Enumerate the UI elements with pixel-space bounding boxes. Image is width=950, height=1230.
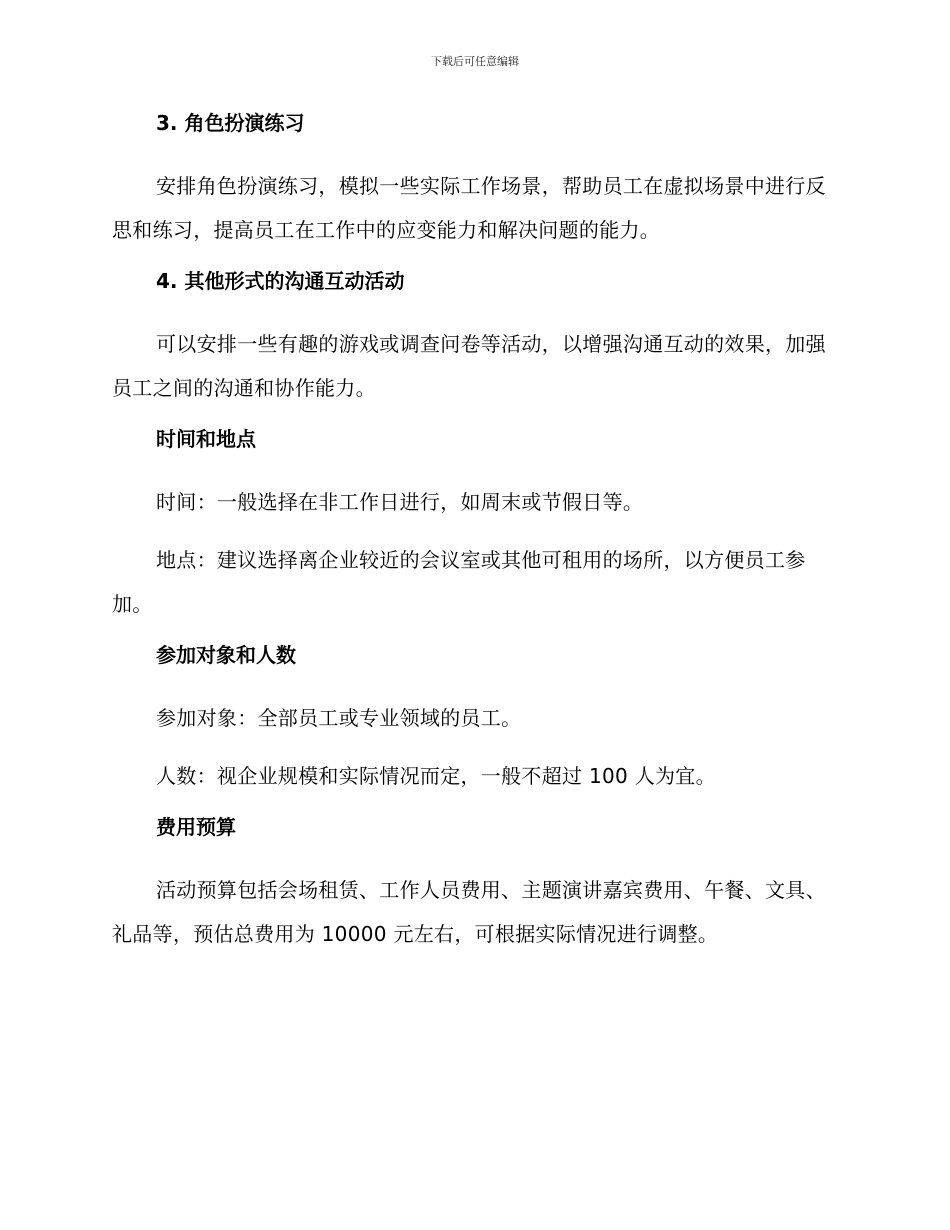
paragraph-time: 时间：一般选择在非工作日进行，如周末或节假日等。 <box>156 490 644 514</box>
section-heading-budget: 费用预算 <box>156 815 236 839</box>
header-note: 下载后可任意编辑 <box>431 55 519 68</box>
paragraph-participants: 参加对象：全部员工或专业领域的员工。 <box>156 706 522 730</box>
section-heading-other-activities: 4. 其他形式的沟通互动活动 <box>156 269 405 293</box>
paragraph-headcount: 人数：视企业规模和实际情况而定，一般不超过 100 人为宜。 <box>156 764 716 788</box>
paragraph-place: 地点：建议选择离企业较近的会议室或其他可租用的场所，以方便员工参加。 <box>112 548 806 616</box>
section-heading-role-play: 3. 角色扮演练习 <box>156 111 305 135</box>
paragraph-budget: 活动预算包括会场租赁、工作人员费用、主题演讲嘉宾费用、午餐、文具、礼品等，预估总费用为 10000 元左右，可根据实际情况进行调整。 <box>112 878 826 946</box>
paragraph-role-play: 安排角色扮演练习，模拟一些实际工作场景，帮助员工在虚拟场景中进行反思和练习，提高员工在工作中的应变能力和解决问题的能力。 <box>112 174 826 242</box>
section-heading-time-place: 时间和地点 <box>156 427 256 451</box>
paragraph-other-activities: 可以安排一些有趣的游戏或调查问卷等活动，以增强沟通互动的效果，加强员工之间的沟通和协作能力。 <box>112 332 826 400</box>
document-body <box>112 108 832 970</box>
section-heading-participants: 参加对象和人数 <box>156 643 296 667</box>
